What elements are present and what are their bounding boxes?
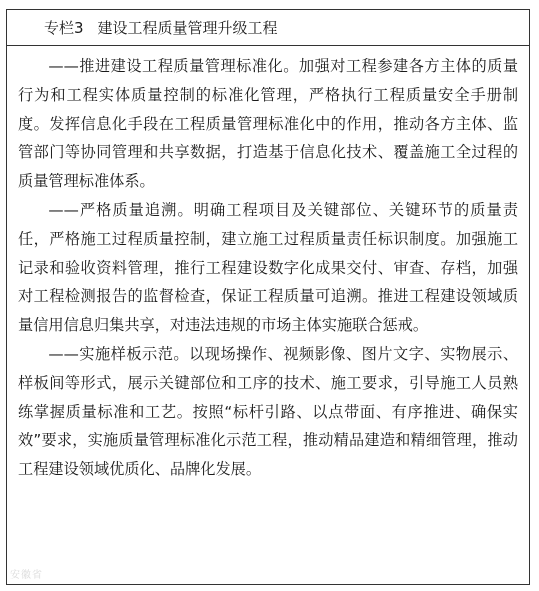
column-number: 专栏3	[44, 19, 84, 37]
column-box	[6, 9, 530, 585]
watermark: 安徽省	[10, 570, 43, 581]
paragraph-demonstration: ——实施样板示范。以现场操作、视频影像、图片文字、实物展示、样板间等形式，展示关键部位和工序的技术、施工要求，引导施工人员熟练掌握质量标准和工艺。按照“标杆引路、以点带面、有序推进、确保实效”要求，实施质量管理标准化示范工程，推动精品建造和精细管理，推动工程建设领域优质化、品牌化发展。	[18, 344, 518, 479]
box-body	[7, 46, 529, 484]
paragraph-standardization: ——推进建设工程质量管理标准化。加强对工程参建各方主体的质量行为和工程实体质量控制的标准化管理，严格执行工程质量安全手册制度。发挥信息化手段在工程质量管理标准化中的作用，推动各方主体、监管部门等协同管理和共享数据，打造基于信息化技术、覆盖施工全过程的质量管理标准体系。	[18, 57, 518, 191]
column-title: 建设工程质量管理升级工程	[97, 19, 278, 37]
box-title-bar	[7, 10, 529, 46]
paragraph-traceability: ——严格质量追溯。明确工程项目及关键部位、关键环节的质量责任，严格施工过程质量控制，建立施工过程质量责任标识制度。加强施工记录和验收资料管理，推行工程建设数字化成果交付、审查、存档，加强对工程检测报告的监督检查，保证工程质量可追溯。推进工程建设领域质量信用信息归集共享，对违法违规的市场主体实施联合惩戒。	[18, 200, 518, 335]
